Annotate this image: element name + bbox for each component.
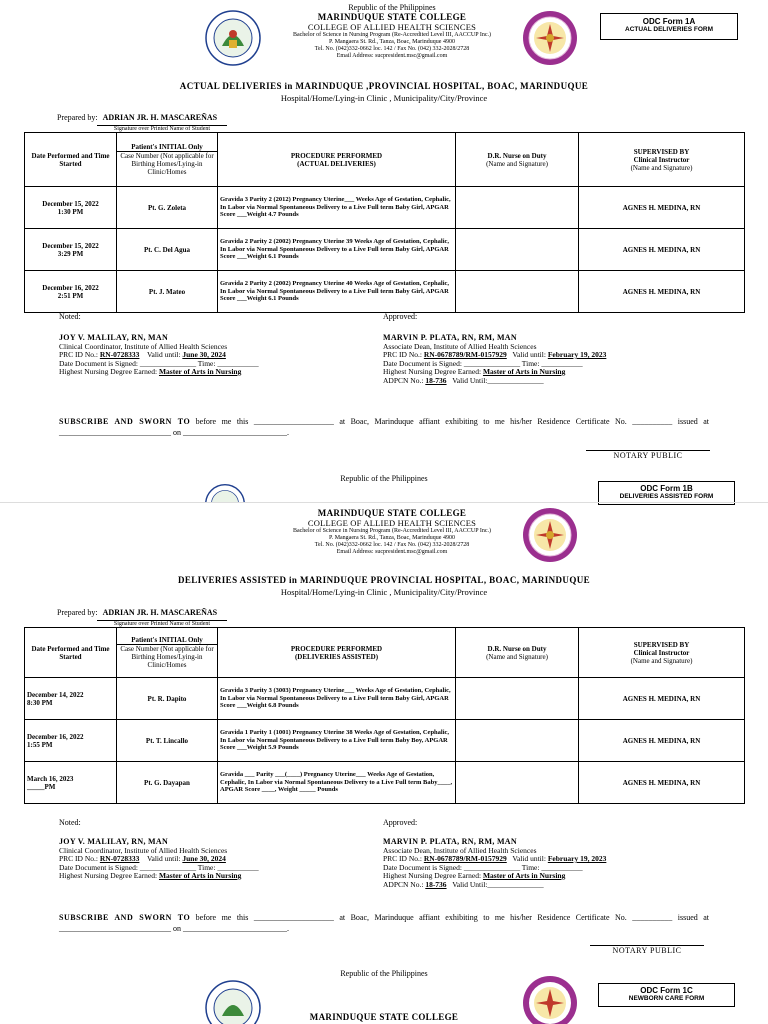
approved-label: Approved:: [383, 312, 418, 321]
noted-label: Noted:: [59, 312, 81, 321]
form-title: ACTUAL DELIVERIES in MARINDUQUE ,PROVINCIAL HOSPITAL, BOAC, MARINDUQUE: [179, 81, 589, 91]
col-date: Date Performed and Time Started: [25, 133, 117, 187]
school-name: MARINDUQUE STATE COLLEGE: [317, 508, 467, 518]
page-divider: [0, 502, 768, 503]
email-line[interactable]: Email Address: sucpresident.msc@gmail.com: [336, 53, 448, 59]
signatory-left: JOY V. MALILAY, RN, MAN Clinical Coordinator, Institute of Allied Health Sciences PRC ID No.: RN-0728333 Valid until: June 30, 2024 Date Document is Signed: _______________ Time: ___________ Highest Nursing Degree Earned: Master of Arts in Nursing: [59, 837, 259, 880]
signatory-right: MARVIN P. PLATA, RN, RM, MAN Associate Dean, Institute of Allied Health Sciences PRC ID No.: RN-0678789/RM-0157929 Valid until: February 19, 2023 Date Document is Signed: _______________ Time: ___________ Highest Nursing Degree Earned: Master of Arts in Nursing ADPCN No.: 18-736 Valid Until:_______________: [383, 333, 607, 385]
deliveries-table: [24, 132, 745, 313]
col-patient: Patient's INITIAL Only Case Number (Not applicable for Birthing Homes/Lying-in Clinic/Homes: [117, 628, 218, 678]
notary-public: NOTARY PUBLIC: [590, 945, 704, 955]
email-line[interactable]: Email Address: sucpresident.msc@gmail.com: [336, 549, 448, 555]
tel-line: Tel. No. (042)332-0662 loc. 142 / Fax No. (042) 332-2028/2728: [314, 46, 470, 52]
form-subtitle: Hospital/Home/Lying-in Clinic , Municipality/City/Province: [280, 93, 488, 103]
deliveries-table: [24, 627, 745, 804]
noted-label: Noted:: [59, 818, 81, 827]
col-procedure: PROCEDURE PERFORMED (DELIVERIES ASSISTED): [218, 628, 456, 678]
table-row: December 16, 2022 1:55 PM Pt. T. Lincallo Gravida 1 Parity 1 (1001) Pregnancy Uterine 38 Weeks Age of Gestation, Cephalic, In Labor via Normal Spontaneous Delivery to a Live Full term Baby Boy, APGAR Score ___Weight 5.9 Pounds AGNES H. MEDINA, RN: [25, 720, 745, 762]
student-name: ADRIAN JR. H. MASCAREÑAS: [102, 608, 218, 617]
notary-public: NOTARY PUBLIC: [586, 450, 710, 460]
republic-line: Republic of the Philippines: [348, 3, 436, 12]
form-title: DELIVERIES ASSISTED in MARINDUQUE PROVINCIAL HOSPITAL, BOAC, MARINDUQUE: [177, 575, 591, 585]
col-date: Date Performed and Time Started: [25, 628, 117, 678]
sworn-statement: SUBSCRIBE AND SWORN TO before me this ____________________ at Boac, Marinduque affiant exhibiting to me his/her Residence Certificate No. __________ issued at ____________________________ on __________________________.: [59, 913, 710, 933]
prepared-caption: Signature over Printed Name of Student: [97, 125, 227, 132]
col-supervised: SUPERVISED BY Clinical Instructor (Name and Signature): [579, 628, 745, 678]
col-patient: Patient's INITIAL Only Case Number (Not applicable for Birthing Homes/Lying-in Clinic/Homes: [117, 133, 218, 187]
sworn-statement: SUBSCRIBE AND SWORN TO before me this ____________________ at Boac, Marinduque affiant exhibiting to me his/her Residence Certificate No. __________ issued at ____________________________ on __________________________.: [59, 417, 710, 437]
prepared-by: Prepared by: ADRIAN JR. H. MASCAREÑAS: [57, 608, 218, 617]
program-line: Bachelor of Science in Nursing Program (Re-Accredited Level III, AACCUP Inc.): [292, 528, 492, 534]
address-line: P. Mangaera St. Rd., Tanza, Boac, Marinduque 4900: [329, 535, 455, 541]
tel-line: Tel. No. (042)332-0662 loc. 142 / Fax No. (042) 332-2028/2728: [314, 542, 470, 548]
prepared-by: Prepared by: ADRIAN JR. H. MASCAREÑAS: [57, 113, 218, 122]
signatory-right: MARVIN P. PLATA, RN, RM, MAN Associate Dean, Institute of Allied Health Sciences PRC ID No.: RN-0678789/RM-0157929 Valid until: February 19, 2023 Date Document is Signed: _______________ Time: ___________ Highest Nursing Degree Earned: Master of Arts in Nursing ADPCN No.: 18-736 Valid Until:_______________: [383, 837, 607, 889]
table-row: December 15, 2022 1:30 PM Pt. G. Zoleta Gravida 3 Parity 2 (2012) Pregnancy Uterine___ Weeks Age of Gestation, Cephalic, In Labor via Normal Spontaneous Delivery to a Live Full term Baby Girl, APGAR Score ___Weight 4.7 Pounds AGNES H. MEDINA, RN: [25, 187, 745, 229]
col-nurse: D.R. Nurse on Duty (Name and Signature): [456, 628, 579, 678]
table-row: December 14, 2022 8:30 PM Pt. R. Dapito Gravida 3 Parity 3 (3003) Pregnancy Uterine___ Weeks Age of Gestation, Cephalic, In Labor via Normal Spontaneous Delivery to a Live Full term Baby Girl, APGAR Score ___Weight 6.8 Pounds AGNES H. MEDINA, RN: [25, 678, 745, 720]
table-row: December 16, 2022 2:51 PM Pt. J. Mateo Gravida 2 Parity 2 (2002) Pregnancy Uterine 40 Weeks Age of Gestation, Cephalic, In Labor via Normal Spontaneous Delivery to a Live Full term Baby Girl, APGAR Score ___Weight 6.1 Pounds AGNES H. MEDINA, RN: [25, 271, 745, 313]
republic-line-2: Republic of the Philippines: [340, 474, 428, 483]
school-name: MARINDUQUE STATE COLLEGE: [317, 12, 467, 22]
msc-seal-icon: [205, 484, 245, 502]
form-code-box: ODC Form 1B DELIVERIES ASSISTED FORM: [598, 481, 735, 505]
college-name: COLLEGE OF ALLIED HEALTH SCIENCES: [307, 518, 477, 528]
republic-line-3: Republic of the Philippines: [340, 969, 428, 978]
table-row: December 15, 2022 3:29 PM Pt. C. Del Agua Gravida 2 Parity 2 (2002) Pregnancy Uterine 39 Weeks Age of Gestation, Cephalic, In Labor via Normal Spontaneous Delivery to a Live Full term Baby Girl, APGAR Score ___Weight 6.1 Pounds AGNES H. MEDINA, RN: [25, 229, 745, 271]
col-supervised: SUPERVISED BY Clinical Instructor (Name and Signature): [579, 133, 745, 187]
program-line: Bachelor of Science in Nursing Program (Re-Accredited Level III, AACCUP Inc.): [292, 32, 492, 38]
form-subtitle: Hospital/Home/Lying-in Clinic , Municipality/City/Province: [280, 587, 488, 597]
table-row: March 16, 2023 _____PM Pt. G. Dayapan Gravida ___ Parity ___(____) Pregnancy Uterine___ Weeks Age of Gestation, Cephalic, In Labor via Normal Spontaneous Delivery to a Live Full term Baby____, APGAR Score ____, Weight _____ Pounds AGNES H. MEDINA, RN: [25, 762, 745, 804]
address-line: P. Mangaera St. Rd., Tanza, Boac, Marinduque 4900: [329, 39, 455, 45]
signatory-left: JOY V. MALILAY, RN, MAN Clinical Coordinator, Institute of Allied Health Sciences PRC ID No.: RN-0728333 Valid until: June 30, 2024 Date Document is Signed: _______________ Time: ___________ Highest Nursing Degree Earned: Master of Arts in Nursing: [59, 333, 259, 376]
col-nurse: D.R. Nurse on Duty (Name and Signature): [456, 133, 579, 187]
approved-label: Approved:: [383, 818, 418, 827]
col-procedure: PROCEDURE PERFORMED (ACTUAL DELIVERIES): [218, 133, 456, 187]
school-name-3: MARINDUQUE STATE COLLEGE: [309, 1012, 459, 1022]
prepared-caption: Signature over Printed Name of Student: [97, 620, 227, 627]
form-code-box: ODC Form 1A ACTUAL DELIVERIES FORM: [600, 13, 738, 40]
form-code-box: ODC Form 1C NEWBORN CARE FORM: [598, 983, 735, 1007]
student-name: ADRIAN JR. H. MASCAREÑAS: [102, 113, 218, 122]
college-name: COLLEGE OF ALLIED HEALTH SCIENCES: [307, 22, 477, 32]
